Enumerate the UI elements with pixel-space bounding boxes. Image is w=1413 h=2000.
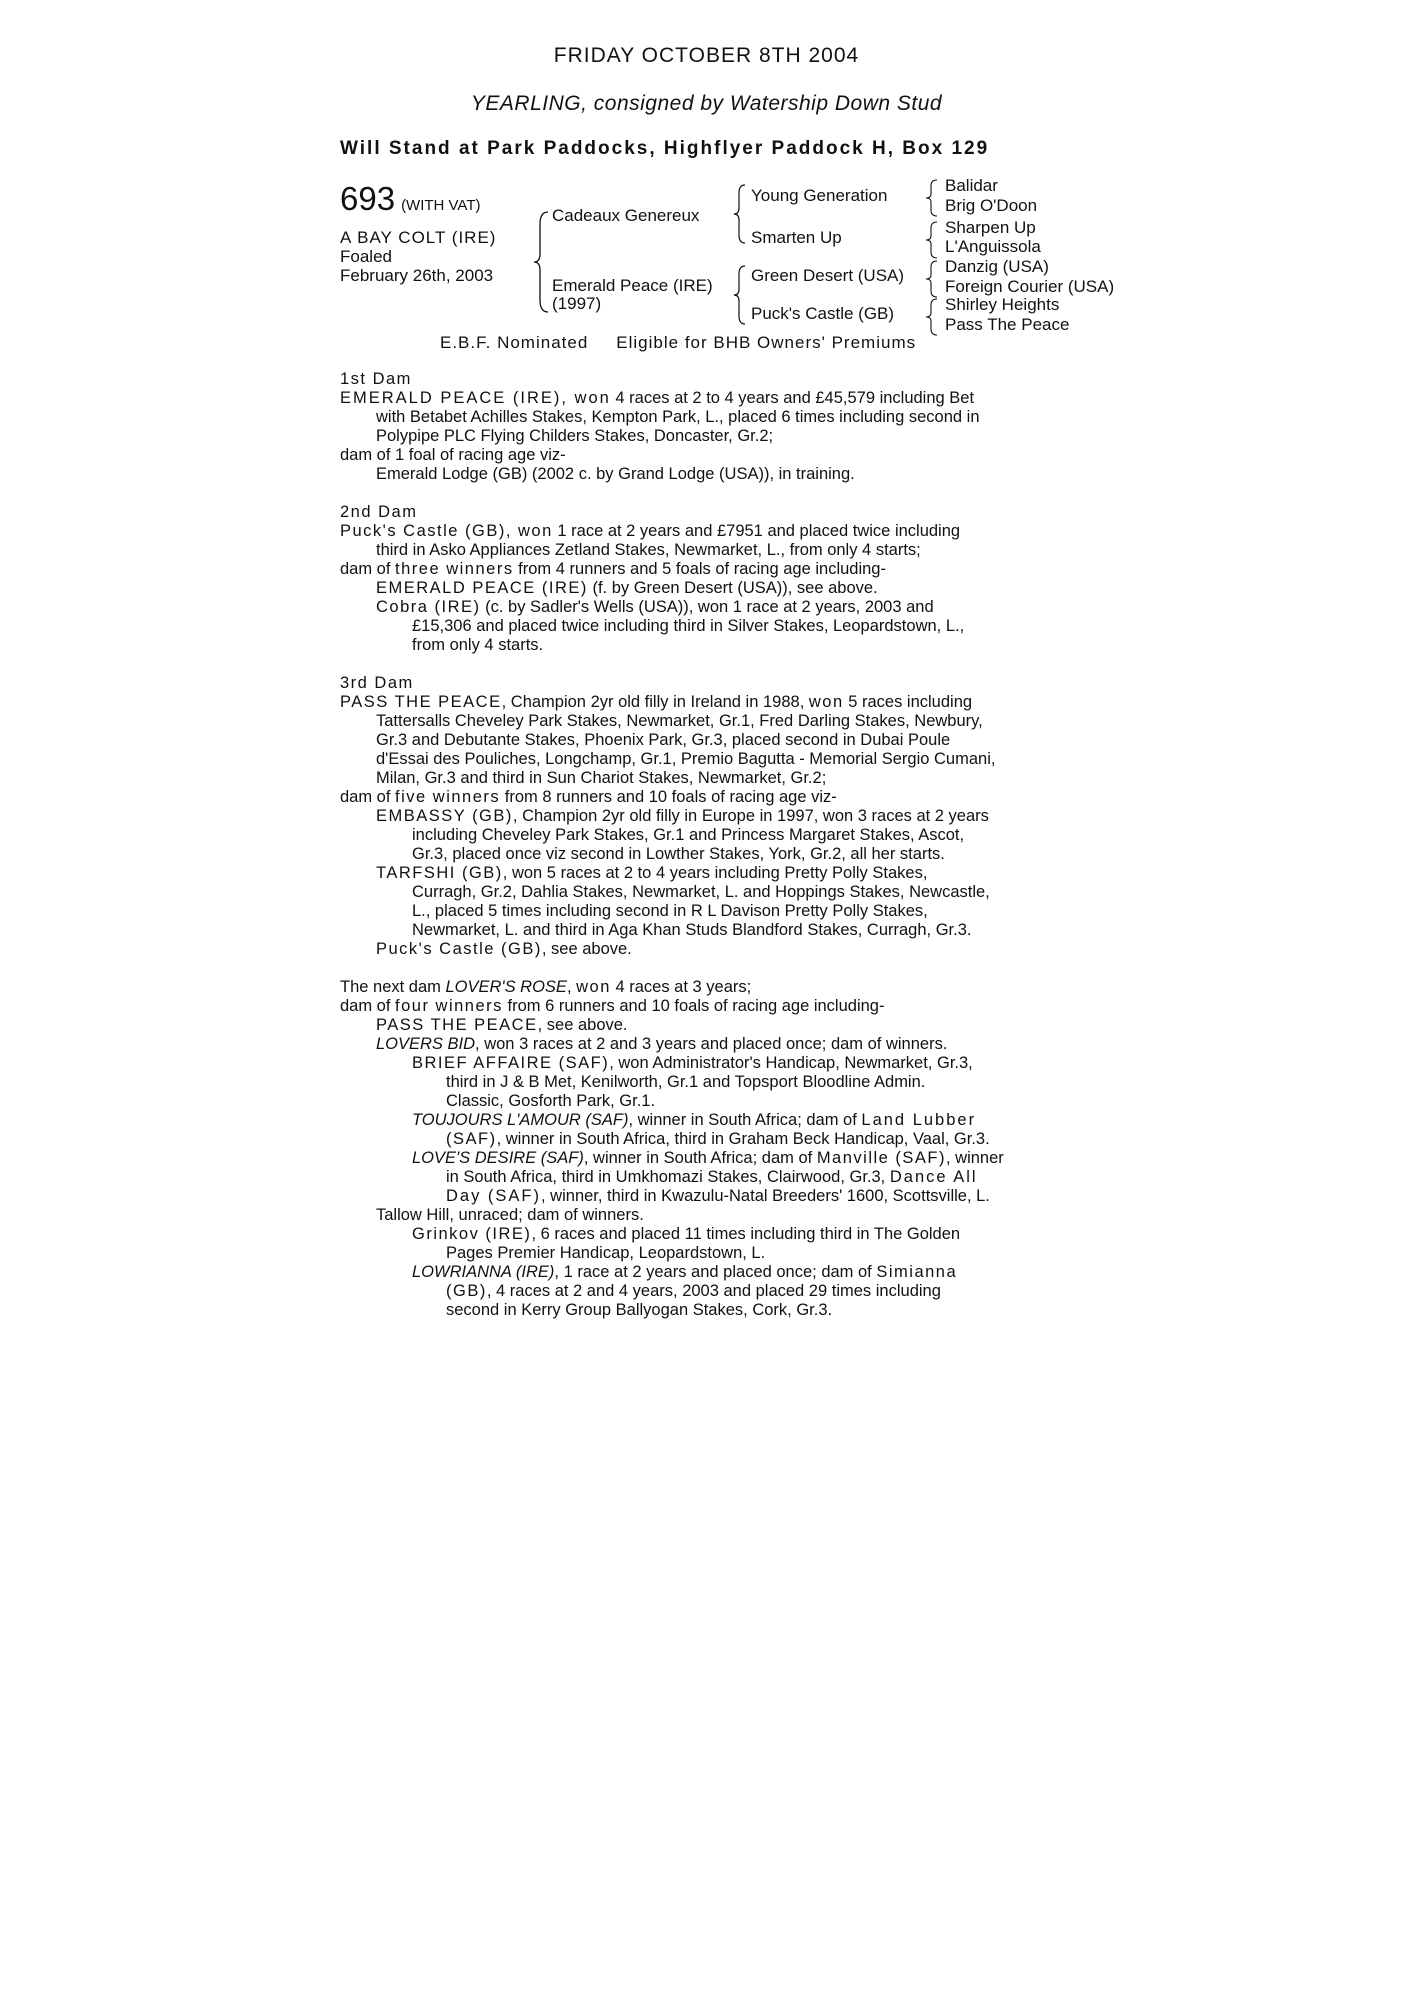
first-dam-section (340, 370, 1070, 484)
lot-number-value: 693 (340, 180, 396, 217)
third-dam-line: including Cheveley Park Stakes, Gr.1 and Princess Margaret Stakes, Ascot, (412, 826, 965, 844)
text-run: Manville (SAF) (816, 1149, 946, 1167)
text-run: , see above. (541, 940, 632, 958)
text-run: 4 races at 3 years; (610, 978, 752, 996)
foaled-label: Foaled (340, 247, 392, 266)
first-dam-record: 4 races at 2 to 4 years and £45,579 including Bet (610, 389, 975, 407)
pedigree-brace-g4 (925, 297, 939, 337)
second-dam-record: 1 race at 2 years and £7951 and placed twice including (552, 522, 961, 540)
text-run: from 8 runners and 10 foals of racing age viz- (500, 788, 837, 806)
text-run: won (808, 693, 844, 711)
text-run: (c. by Sadler's Wells (USA)), won 1 race at 2 years, 2003 and (480, 598, 934, 616)
stand-location: Will Stand at Park Paddocks, Highflyer Paddock H, Box 129 (340, 138, 990, 159)
text-run: four winners (395, 997, 503, 1015)
text-run: , (566, 978, 577, 996)
next-dam-produce (340, 997, 1070, 1016)
text-run: (GB) (446, 1282, 487, 1300)
next-dam-grandfoal (340, 1149, 1070, 1168)
dam-year: (1997) (552, 294, 602, 313)
next-dam-foal (340, 1035, 1070, 1054)
text-run: The next dam (340, 978, 446, 996)
gen3-7: Shirley Heights (945, 295, 1060, 314)
second-dam-heading: 2nd Dam (340, 503, 418, 521)
text-run: Dance All (889, 1168, 978, 1186)
text-run: , Champion 2yr old filly in Europe in 1997, won 3 races at 2 years (512, 807, 989, 825)
bhb-premiums: Eligible for BHB Owners' Premiums (616, 333, 917, 352)
gen3-2: Brig O'Doon (945, 196, 1038, 215)
text-run: EMERALD PEACE (IRE) (376, 579, 588, 597)
next-dam-grandfoal (340, 1263, 1070, 1282)
sire-dam: Smarten Up (751, 228, 842, 247)
ebf-nominated: E.B.F. Nominated (440, 333, 589, 352)
gen3-6: Foreign Courier (USA) (945, 277, 1115, 296)
first-dam-produce: dam of 1 foal of racing age viz- (340, 446, 566, 464)
text-run: , see above. (537, 1016, 628, 1034)
pedigree-brace-main (532, 210, 552, 314)
sire-name: Cadeaux Genereux (552, 206, 700, 225)
consignor-line: YEARLING, consigned by Watership Down Stud (470, 92, 943, 115)
third-dam-line: Gr.3 and Debutante Stakes, Phoenix Park, Gr.3, placed second in Dubai Poule (376, 731, 951, 749)
text-run: , Champion 2yr old filly in Ireland in 1988, (501, 693, 809, 711)
dam-dam: Puck's Castle (GB) (751, 304, 895, 323)
first-dam-name: EMERALD PEACE (IRE), won (340, 389, 611, 407)
text-run: dam of (340, 788, 396, 806)
text-run: Land Lubber (861, 1111, 977, 1129)
third-dam-line: Newmarket, L. and third in Aga Khan Studs Blandford Stakes, Curragh, Gr.3. (412, 921, 972, 939)
second-dam-line: third in Asko Appliances Zetland Stakes, Newmarket, L., from only 4 starts; (376, 541, 921, 559)
second-dam-line: from only 4 starts. (412, 636, 544, 654)
eligibility-line (440, 333, 916, 353)
third-dam-foal (340, 940, 1070, 959)
third-dam-section (340, 674, 1070, 959)
second-dam-foal (340, 598, 1070, 617)
gen3-8: Pass The Peace (945, 315, 1070, 334)
gen3-4: L'Anguissola (945, 237, 1041, 256)
text-run: Cobra (IRE) (376, 598, 481, 616)
third-dam-foal (340, 807, 1070, 826)
text-run: (SAF) (446, 1130, 497, 1148)
first-dam-heading: 1st Dam (340, 370, 412, 388)
pedigree-brace-sire (733, 183, 747, 245)
dam-name: Emerald Peace (IRE) (552, 276, 713, 295)
next-dam-grandfoal (340, 1225, 1070, 1244)
first-dam-line: Polypipe PLC Flying Childers Stakes, Doncaster, Gr.2; (376, 427, 774, 445)
pedigree-brace-g1 (925, 178, 939, 218)
next-dam-foal: Tallow Hill, unraced; dam of winners. (376, 1206, 644, 1224)
next-dam-line: Pages Premier Handicap, Leopardstown, L. (446, 1244, 766, 1262)
text-run: 5 races including (843, 693, 973, 711)
foaled-date: February 26th, 2003 (340, 266, 494, 285)
vat-note: (WITH VAT) (401, 197, 481, 214)
text-run: Simianna (876, 1263, 958, 1281)
third-dam-line: Tattersalls Cheveley Park Stakes, Newmarket, Gr.1, Fred Darling Stakes, Newbury, (376, 712, 983, 730)
text-run: three winners (395, 560, 514, 578)
next-dam-grandfoal (340, 1111, 1070, 1130)
gen3-5: Danzig (USA) (945, 257, 1049, 276)
pedigree-brace-dam (733, 264, 747, 326)
lot-description: A BAY COLT (IRE) (340, 228, 497, 247)
text-run: , winner in South Africa; dam of (628, 1111, 862, 1129)
first-dam-foal: Emerald Lodge (GB) (2002 c. by Grand Lodge (USA)), in training. (376, 465, 855, 483)
text-run: from 4 runners and 5 foals of racing age including- (513, 560, 886, 578)
second-dam-produce (340, 560, 1070, 579)
sale-date: FRIDAY OCTOBER 8TH 2004 (553, 44, 860, 67)
second-dam-section (340, 503, 1070, 655)
next-dam-section (340, 978, 1070, 1320)
pedigree-brace-g2 (925, 220, 939, 260)
text-run: , winner, third in Kwazulu-Natal Breeders' 1600, Scottsville, L. (541, 1187, 990, 1205)
text-run: from 6 runners and 10 foals of racing age including- (502, 997, 885, 1015)
third-dam-line: L., placed 5 times including second in R L Davison Pretty Polly Stakes, (412, 902, 928, 920)
gen3-3: Sharpen Up (945, 218, 1036, 237)
next-dam-line (340, 1130, 1070, 1149)
next-dam-line: third in J & B Met, Kenilworth, Gr.1 and Topsport Bloodline Admin. (446, 1073, 926, 1091)
next-dam-line (340, 1168, 1070, 1187)
text-run: EMBASSY (GB) (376, 807, 513, 825)
pedigree-brace-g3 (925, 259, 939, 299)
text-run: Day (SAF) (446, 1187, 542, 1205)
text-run: , 4 races at 2 and 4 years, 2003 and placed 29 times including (486, 1282, 941, 1300)
text-run: , winner in South Africa, third in Graham Beck Handicap, Vaal, Gr.3. (496, 1130, 990, 1148)
next-dam-line (340, 1187, 1070, 1206)
text-run: PASS THE PEACE (376, 1016, 538, 1034)
third-dam-line: Gr.3, placed once viz second in Lowther Stakes, York, Gr.2, all her starts. (412, 845, 945, 863)
text-run: , won Administrator's Handicap, Newmarket, Gr.3, (609, 1054, 973, 1072)
next-dam-line: second in Kerry Group Ballyogan Stakes, Cork, Gr.3. (446, 1301, 833, 1319)
text-run: , 1 race at 2 years and placed once; dam of (554, 1263, 877, 1281)
lot-info (340, 228, 496, 285)
text-run: in South Africa, third in Umkhomazi Stakes, Clairwood, Gr.3, (446, 1168, 890, 1186)
second-dam-foal (340, 579, 1070, 598)
text-run: dam of (340, 560, 396, 578)
next-dam-foal (340, 1016, 1070, 1035)
text-run: , won 5 races at 2 to 4 years including Pretty Polly Stakes, (502, 864, 928, 882)
text-run: LOVE'S DESIRE (SAF) (412, 1149, 584, 1167)
catalogue-body (340, 370, 1070, 1339)
text-run: Puck's Castle (GB) (376, 940, 542, 958)
text-run: LOVER'S ROSE (445, 978, 567, 996)
next-dam-intro (340, 978, 1070, 997)
text-run: , winner in South Africa; dam of (583, 1149, 817, 1167)
third-dam-name: PASS THE PEACE (340, 693, 502, 711)
text-run: LOWRIANNA (IRE) (412, 1263, 555, 1281)
next-dam-line: Classic, Gosforth Park, Gr.1. (446, 1092, 656, 1110)
text-run: , 6 races and placed 11 times including third in The Golden (531, 1225, 961, 1243)
text-run: dam of (340, 997, 396, 1015)
third-dam-line: d'Essai des Pouliches, Longchamp, Gr.1, Premio Bagutta - Memorial Sergio Cumani, (376, 750, 996, 768)
text-run: , won 3 races at 2 and 3 years and placed once; dam of winners. (475, 1035, 948, 1053)
text-run: LOVERS BID (376, 1035, 476, 1053)
text-run: (f. by Green Desert (USA)), see above. (587, 579, 878, 597)
sire-sire: Young Generation (751, 186, 888, 205)
lot-number (340, 180, 481, 218)
text-run: Grinkov (IRE) (412, 1225, 532, 1243)
dam-sire: Green Desert (USA) (751, 266, 905, 285)
text-run: won (576, 978, 611, 996)
third-dam-line: Milan, Gr.3 and third in Sun Chariot Stakes, Newmarket, Gr.2; (376, 769, 827, 787)
next-dam-line (340, 1282, 1070, 1301)
third-dam-line: Curragh, Gr.2, Dahlia Stakes, Newmarket, L. and Hoppings Stakes, Newcastle, (412, 883, 990, 901)
text-run: , winner (946, 1149, 1004, 1167)
text-run: TOUJOURS L'AMOUR (SAF) (412, 1111, 629, 1129)
third-dam-produce (340, 788, 1070, 807)
text-run: BRIEF AFFAIRE (SAF) (412, 1054, 610, 1072)
gen3-1: Balidar (945, 176, 998, 195)
text-run: five winners (395, 788, 501, 806)
first-dam-line: with Betabet Achilles Stakes, Kempton Park, L., placed 6 times including second in (376, 408, 980, 426)
second-dam-name: Puck's Castle (GB), won (340, 522, 553, 540)
third-dam-foal (340, 864, 1070, 883)
third-dam-heading: 3rd Dam (340, 674, 414, 692)
next-dam-grandfoal (340, 1054, 1070, 1073)
text-run: TARFSHI (GB) (376, 864, 503, 882)
second-dam-line: £15,306 and placed twice including third in Silver Stakes, Leopardstown, L., (412, 617, 965, 635)
